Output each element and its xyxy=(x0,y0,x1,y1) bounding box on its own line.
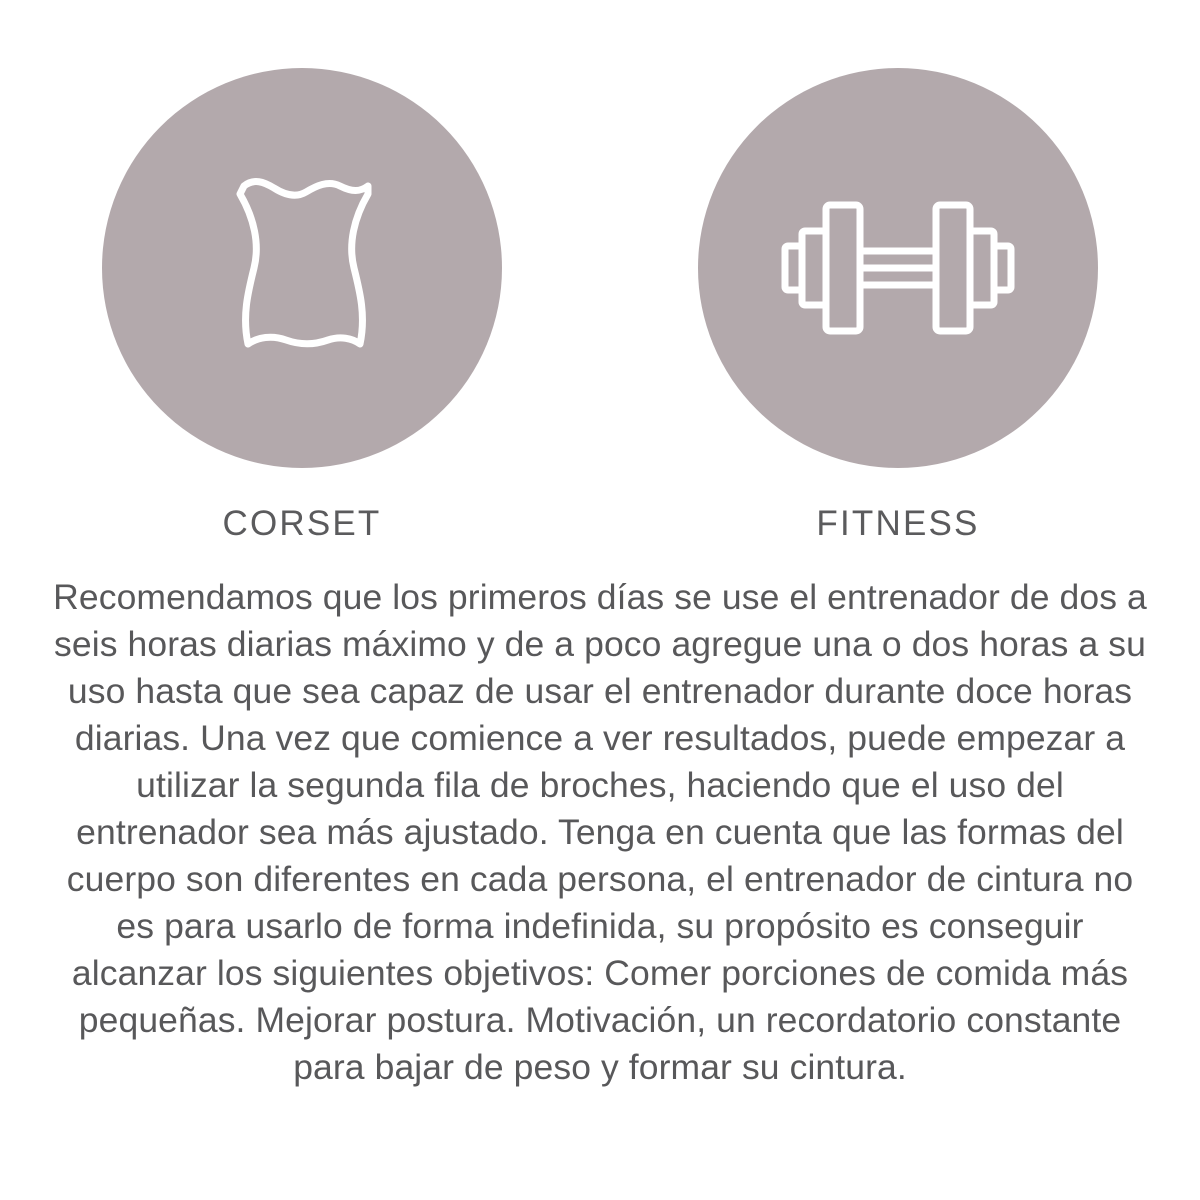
corset-icon-circle xyxy=(102,68,502,468)
feature-corset-label: CORSET xyxy=(222,504,382,543)
icon-row xyxy=(0,0,1200,544)
dumbbell-icon xyxy=(773,143,1023,393)
feature-fitness-label: FITNESS xyxy=(816,504,980,543)
feature-corset xyxy=(102,68,502,544)
corset-icon xyxy=(182,148,422,388)
description-text: Recomendamos que los primeros días se use el entrenador de dos a seis horas diarias máximo y de a poco agregue una o dos horas a su uso hasta que sea capaz de usar el entrenador durante doce horas diarias. Una vez que comience a ver resultados, puede empezar a utilizar la segunda fila de broches, haciendo que el uso del entrenador sea más ajustado. Tenga en cuenta que las formas del cuerpo son diferentes en cada persona, el entrenador de cintura no es para usarlo de forma indefinida, su propósito es conseguir alcanzar los siguientes objetivos: Comer porciones de comida más pequeñas. Mejorar postura. Motivación, un recordatorio constante para bajar de peso y formar su cintura. xyxy=(53,577,1147,1087)
feature-fitness xyxy=(698,68,1098,544)
dumbbell-icon-circle xyxy=(698,68,1098,468)
